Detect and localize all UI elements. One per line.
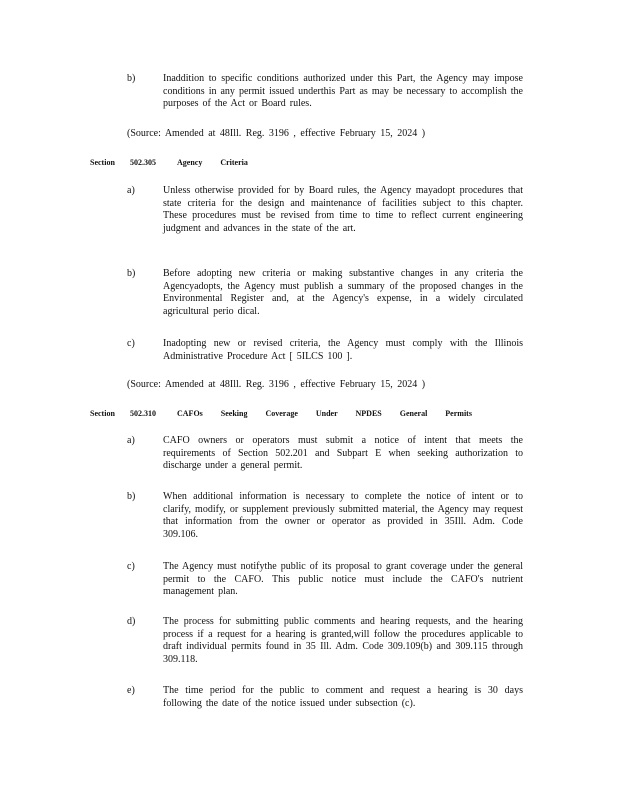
subsection-label: c) xyxy=(127,561,135,572)
subsection-text: The process for submitting public comments and hearing requests, and the hearing process if a request for a hearing is granted,will follow the procedures applicable to draft individual permits found in 35 Ill. Adm. Code 309.109(b) and 309.115 through 309.118. xyxy=(163,616,523,665)
source-note-2: (Source: Amended at 48Ill. Reg. 3196 , effective February 15, 2024 ) xyxy=(127,379,426,390)
subsection-label: d) xyxy=(127,616,136,627)
section-title: CAFOs Seeking Coverage Under NPDES General Permits xyxy=(177,409,472,418)
source-note-1: (Source: Amended at 48Ill. Reg. 3196 , effective February 15, 2024 ) xyxy=(127,128,426,139)
subsection-label: c) xyxy=(127,338,135,349)
subsection-text: Before adopting new criteria or making substantive changes in any criteria the Agencyadopts, the Agency must publish a summary of the proposed changes in the Environmental Register and, at the Agency's expense, in a widely circulated agricultural perio dical. xyxy=(163,268,523,317)
subsection-text: Inadopting new or revised criteria, the Agency must comply with the Illinois Administrative Procedure Act [ 5ILCS 100 ]. xyxy=(163,338,523,362)
section-number: 502.310 xyxy=(130,409,156,418)
subsection-text: The Agency must notifythe public of its proposal to grant coverage under the general permit to the CAFO. This public notice must include the CAFO's nutrient management plan. xyxy=(163,561,523,597)
section-title: Agency Criteria xyxy=(177,158,248,167)
subsection-text: Inaddition to specific conditions authorized under this Part, the Agency may impose conditions in any permit issued underthis Part as may be necessary to accomplish the purposes of the Act or Board rules. xyxy=(163,73,523,109)
subsection-text: Unless otherwise provided for by Board rules, the Agency mayadopt procedures that state criteria for the design and maintenance of facilities subject to this chapter. These procedures must be revised from time to time to reflect current engineering judgment and advances in the state of the art. xyxy=(163,185,523,234)
section-heading-502-305 xyxy=(90,157,510,169)
section-label: Section xyxy=(90,158,115,167)
subsection-text: The time period for the public to comment and request a hearing is 30 days following the date of the notice issued under subsection (c). xyxy=(163,685,523,709)
subsection-label: a) xyxy=(127,185,135,196)
subsection-label: b) xyxy=(127,491,136,502)
section-label: Section xyxy=(90,409,115,418)
subsection-label: a) xyxy=(127,435,135,446)
section-number: 502.305 xyxy=(130,158,156,167)
subsection-label: b) xyxy=(127,268,136,279)
section-heading-502-310 xyxy=(90,408,510,420)
subsection-text: CAFO owners or operators must submit a notice of intent that meets the requirements of Section 502.201 and Subpart E when seeking authorization to discharge under a general permit. xyxy=(163,435,523,471)
subsection-label: b) xyxy=(127,73,136,84)
subsection-label: e) xyxy=(127,685,135,696)
subsection-text: When additional information is necessary to complete the notice of intent or to clarify, modify, or supplement previously submitted material, the Agency may request that information from the owner or operator as provided in 35Ill. Adm. Code 309.106. xyxy=(163,491,523,540)
